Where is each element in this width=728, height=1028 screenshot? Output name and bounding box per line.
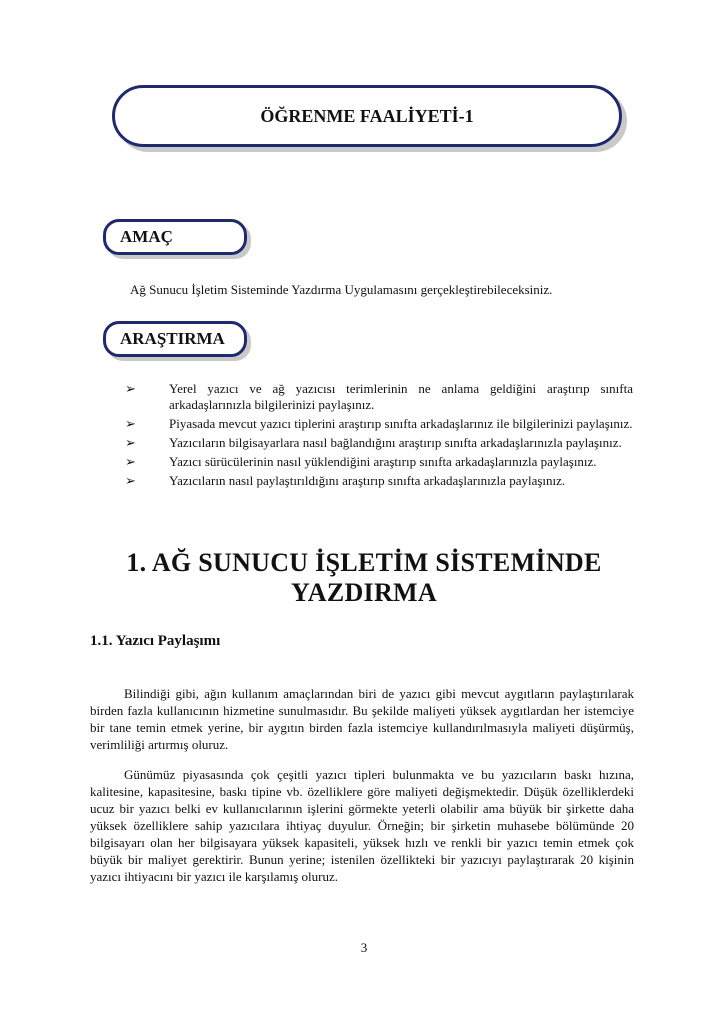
arrow-bullet-icon: ➢ bbox=[125, 416, 136, 431]
activity-banner bbox=[112, 85, 622, 147]
arastirma-label: ARAŞTIRMA bbox=[120, 329, 225, 348]
chapter-title-line-1: 1. AĞ SUNUCU İŞLETİM SİSTEMİNDE bbox=[126, 548, 602, 577]
arrow-bullet-icon: ➢ bbox=[125, 435, 136, 450]
research-list bbox=[125, 381, 633, 492]
list-item bbox=[125, 416, 633, 432]
list-item-text: Yazıcıların bilgisayarlara nasıl bağlandığını araştırıp sınıfta arkadaşlarınızla paylaşınız. bbox=[169, 435, 622, 450]
amac-label: AMAÇ bbox=[120, 227, 173, 246]
list-item-text: Yerel yazıcı ve ağ yazıcısı terimlerinin ne anlama geldiğini araştırıp sınıfta arkadaşlarınızla bilgilerinizi paylaşınız. bbox=[169, 381, 633, 412]
body-paragraph: Günümüz piyasasında çok çeşitli yazıcı tipleri bulunmakta ve bu yazıcıların baskı hızına, kalitesine, kapasitesine, baskı tipine vb. özelliklere göre maliyeti değişmektedir. Düşük özelliklerdeki ucuz bir yazıcı belki ev kullanıcılarının işlerini görmekte yeterli olabilir ama büyük bir şirkette daha yüksek özelliklere sahip yazıcılara ihtiyaç duyulur. Örneğin; bir şirketin muhasebe bölümünde 20 bilgisayarı olan her bilgisayara yüksek kapasiteli, yüksek hızlı ve renkli bir yazıcı temin etmek çok büyük bir maliyet gerektirir. Bunun yerine; istenilen özellikteki bir yazıcıyı paylaştırarak 20 kişinin yazıcı ihtiyacını bir yazıcı ile karşılamış oluruz. bbox=[90, 767, 634, 884]
arrow-bullet-icon: ➢ bbox=[125, 473, 136, 488]
arastirma-label-box bbox=[103, 321, 247, 357]
list-item-text: Yazıcıların nasıl paylaştırıldığını araştırıp sınıfta arkadaşlarınızla paylaşınız. bbox=[169, 473, 566, 488]
page-number: 3 bbox=[360, 940, 368, 955]
amac-label-box bbox=[103, 219, 247, 255]
arrow-bullet-icon: ➢ bbox=[125, 454, 136, 469]
list-item bbox=[125, 454, 633, 470]
list-item bbox=[125, 381, 633, 413]
activity-title: ÖĞRENME FAALİYETİ-1 bbox=[260, 106, 474, 126]
section-heading: 1.1. Yazıcı Paylaşımı bbox=[90, 633, 221, 649]
list-item bbox=[125, 473, 633, 489]
arrow-bullet-icon: ➢ bbox=[125, 381, 136, 396]
list-item-text: Yazıcı sürücülerinin nasıl yüklendiğini araştırıp sınıfta arkadaşlarınızla paylaşınız. bbox=[169, 454, 597, 469]
list-item-text: Piyasada mevcut yazıcı tiplerini araştırıp sınıfta arkadaşlarınız ile bilgilerinizi paylaşınız. bbox=[169, 416, 633, 431]
list-item bbox=[125, 435, 633, 451]
amac-text: Ağ Sunucu İşletim Sisteminde Yazdırma Uygulamasını gerçekleştirebileceksiniz. bbox=[130, 282, 553, 297]
chapter-title-line-2: YAZDIRMA bbox=[291, 578, 437, 607]
body-paragraph: Bilindiği gibi, ağın kullanım amaçlarından biri de yazıcı gibi mevcut aygıtların paylaştırılarak birden fazla kullanıcının hizmetine sunulmasıdır. Bu şekilde maliyeti yüksek aygıtlardan her istemciye bir tane temin etmek yerine, bir aygıtın birden fazla istemciye kullandırılmasıyla maliyeti düşürmüş, verimliliği artırmış oluruz. bbox=[90, 686, 634, 752]
chapter-title bbox=[90, 548, 638, 608]
